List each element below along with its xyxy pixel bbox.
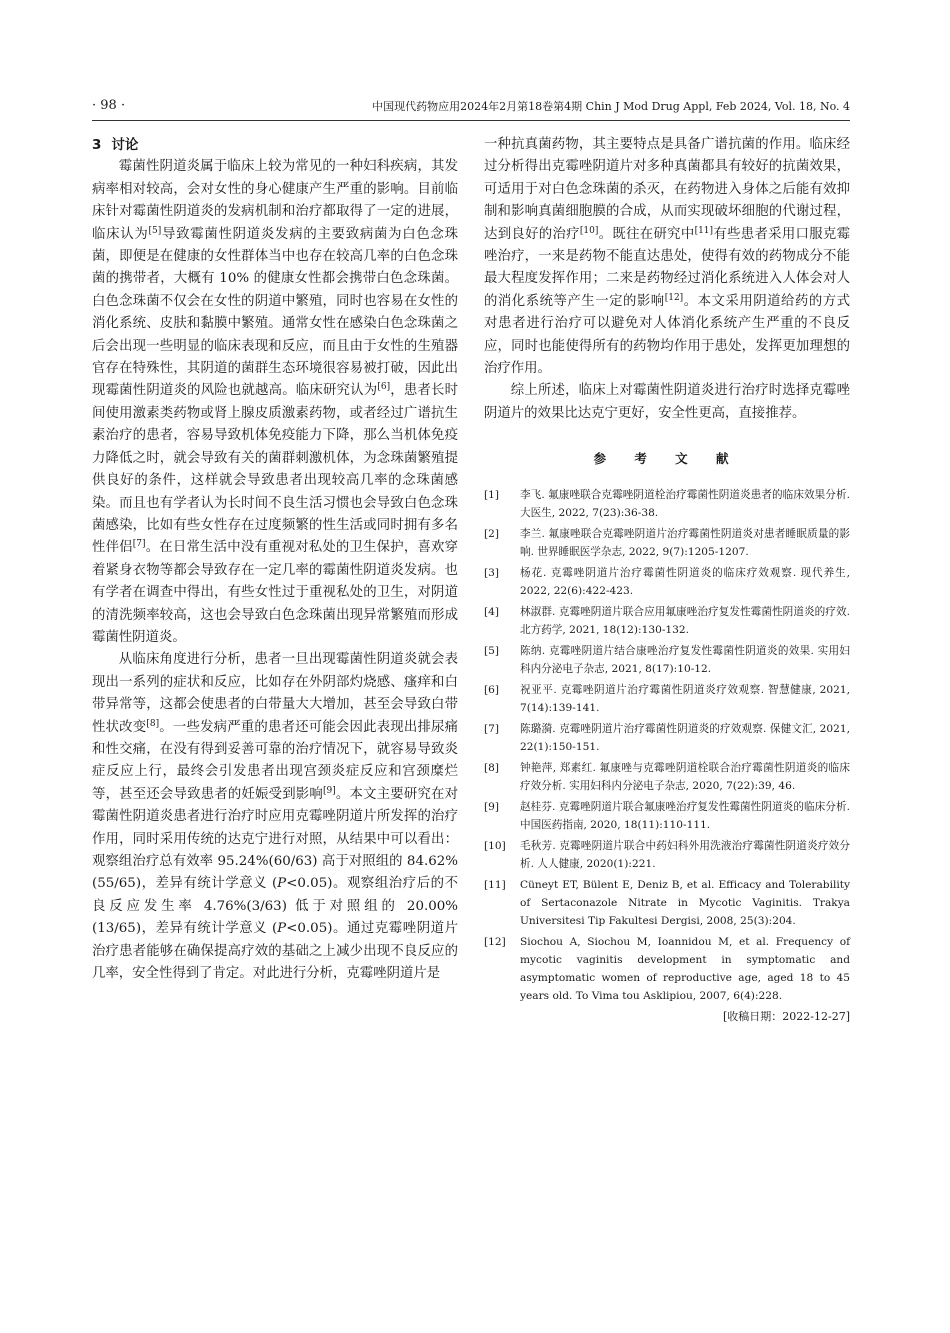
citation: [7]	[132, 539, 146, 550]
reference-text: 毛秋芳. 克霉唑阴道片联合中药妇科外用洗液治疗霉菌性阴道炎疗效分析. 人人健康, 2020(1):221.	[520, 840, 850, 871]
reference-number: [2]	[484, 528, 500, 541]
reference-text: 杨花. 克霉唑阴道片治疗霉菌性阴道炎的临床疗效观察. 现代养生, 2022, 22(6):422-423.	[520, 567, 850, 598]
reference-text: Siochou A, Siochou M, Ioannidou M, et al. Frequency of mycotic vaginitis development in symptomatic and asymptomatic women of reproductive age, aged 18 to 45 years old. To Vima tou Asklipiou, 2007, 6(4):228.	[520, 936, 850, 1003]
text-run: 一种抗真菌药物，其主要特点是具备广谱抗菌的作用。临床经过分析得出克霉唑阴道片对多种真菌都具有较好的抗菌效果，可适用于对白色念珠菌的杀灭，在药物进入身体之后能有效抑制和影响真菌细胞膜的合成，从而实现破坏细胞的代谢过程，达到良好的治疗	[484, 137, 850, 242]
text-run: 霉菌性阴道炎属于临床上较为常见的一种妇科疾病，其发病率相对较高，会对女性的身心健康产生严重的影响。目前临床针对霉菌性阴道炎的发病机制和治疗都取得了一定的进展，临床认为	[92, 159, 458, 242]
reference-text: 钟艳萍, 郑素红. 氟康唑与克霉唑阴道栓联合治疗霉菌性阴道炎的临床疗效分析. 实用妇科内分泌电子杂志, 2020, 7(22):39, 46.	[520, 762, 850, 793]
section-heading	[92, 134, 458, 156]
reference-number: [10]	[484, 840, 506, 853]
reference-number: [5]	[484, 645, 500, 658]
reference-number: [6]	[484, 684, 500, 697]
text-run: ，患者长时间使用激素类药物或肾上腺皮质激素药物，或者经过广谱抗生素治疗的患者，容易导致机体免疫能力下降，那么当机体免疫力降低之时，就会导致有关的菌群刺激机体，为念珠菌繁殖提供良好的条件，这样就会导致患者出现较高几率的念珠菌感染。而且也有学者认为长时间不良生活习惯也会导致白色念珠菌感染，比如有些女性存在过度频繁的性生活或同时拥有多名性伴侣	[92, 383, 459, 556]
page-header	[92, 98, 850, 116]
citation: [8]	[146, 718, 160, 729]
text-run: 导致霉菌性阴道炎发病的主要致病菌为白色念珠菌，即便是在健康的女性群体当中也存在较高几率的白色念珠菌的携带者，大概有 10% 的健康女性都会携带白色念珠菌。白色念珠菌不仅会在女性的阴道中繁殖，同时也容易在女性的消化系统、皮肤和黏膜中繁殖。通常女性在感染白色念珠菌之后会出现一些明显的临床表现和反应，而且由于女性的生殖器官存在特殊性，其阴道的菌群生态环境很容易被打破，因此出现霉菌性阴道炎的风险也就越高。临床研究认为	[92, 226, 459, 399]
reference-number: [3]	[484, 567, 500, 580]
paragraph-2	[92, 649, 458, 985]
reference-number: [12]	[484, 936, 506, 949]
citation: [5]	[148, 225, 162, 236]
text-run: 有些患者采用口服克霉唑治疗，一来是药物不能直达患处，使得有效的药物成分不能最大程度发挥作用；二来是药物经过消化系统进入人体会对人的消化系统等产生一定的影响	[484, 226, 851, 309]
reference-item	[484, 720, 850, 756]
reference-text: 陈纳. 克霉唑阴道片结合康唑治疗复发性霉菌性阴道炎的效果. 实用妇科内分泌电子杂志, 2021, 8(17):10-12.	[520, 645, 850, 676]
reference-item	[484, 681, 850, 717]
reference-text: 赵桂芬. 克霉唑阴道片联合氟康唑治疗复发性霉菌性阴道炎的临床分析. 中国医药指南, 2020, 18(11):110-111.	[520, 801, 850, 832]
citation: [9]	[322, 785, 336, 796]
text-run: 。一些发病严重的患者还可能会因此表现出排尿痛和性交痛，在没有得到妥善可靠的治疗情况下，就容易导致炎症反应上行，最终会引发患者出现宫颈炎症反应和宫颈糜烂等，甚至还会导致患者的妊娠受到影响	[92, 719, 459, 802]
left-column	[92, 134, 458, 985]
text-run: 。既往在研究中	[598, 226, 695, 242]
citation: [6]	[377, 382, 391, 393]
text-run: 。本文采用阴道给药的方式对患者进行治疗可以避免对人体消化系统产生严重的不良反应，同时也能使得所有的药物均作用于患处，发挥更加理想的治疗作用。	[484, 293, 851, 377]
section-title: 讨论	[111, 137, 139, 153]
reference-item	[484, 525, 850, 561]
reference-item	[484, 642, 850, 678]
citation: [10]	[579, 225, 599, 236]
page-number: · 98 ·	[92, 98, 126, 113]
text-run: 从临床角度进行分析，患者一旦出现霉菌性阴道炎就会表现出一系列的症状和反应，比如存在外阴部灼烧感、瘙痒和白带异常等，这都会使患者的白带量大大增加，甚至会导致白带性状改变	[92, 652, 458, 735]
citation: [11]	[694, 225, 714, 236]
received-date: [收稿日期：2022-12-27]	[722, 1010, 850, 1024]
reference-item	[484, 486, 850, 522]
reference-list	[484, 486, 850, 1005]
reference-text: 林淑群. 克霉唑阴道片联合应用氟康唑治疗复发性霉菌性阴道炎的疗效. 北方药学, 2021, 18(12):130-132.	[520, 606, 850, 637]
reference-text: 陈璐漪. 克霉唑阴道片治疗霉菌性阴道炎的疗效观察. 保健文汇, 2021, 22(1):150-151.	[520, 723, 850, 754]
reference-number: [9]	[484, 801, 500, 814]
section-number: 3	[92, 137, 102, 153]
reference-text: Cüneyt ET, Bülent E, Deniz B, et al. Efficacy and Tolerability of Sertaconazole Nitrate in Mycotic Vaginitis. Trakya Universitesi Tip Fakultesi Dergisi, 2008, 25(3):204.	[520, 879, 850, 928]
reference-item	[484, 759, 850, 795]
reference-number: [1]	[484, 489, 500, 502]
reference-item	[484, 933, 850, 1005]
p-value-symbol: P	[277, 921, 287, 937]
reference-text: 祝亚平. 克霉唑阴道片治疗霉菌性阴道炎疗效观察. 智慧健康, 2021, 7(14):139-141.	[520, 684, 850, 715]
text-run: 。本文主要研究在对霉菌性阴道炎患者进行治疗时应用克霉唑阴道片所发挥的治疗作用，同时采用传统的达克宁进行对照，从结果中可以看出：观察组治疗总有效率 95.24%(60/63) 高于对照组的 84.62%(55/65)，差异有统计学意义 (	[92, 786, 459, 892]
reference-item	[484, 564, 850, 600]
reference-number: [4]	[484, 606, 500, 619]
reference-text: 李飞. 氟康唑联合克霉唑阴道栓治疗霉菌性阴道炎患者的临床效果分析. 大医生, 2022, 7(23):36-38.	[520, 489, 850, 520]
header-rule	[92, 120, 850, 121]
reference-number: [7]	[484, 723, 500, 736]
reference-item	[484, 837, 850, 873]
reference-item	[484, 603, 850, 639]
reference-text: 李兰. 氟康唑联合克霉唑阴道片治疗霉菌性阴道炎对患者睡眠质量的影响. 世界睡眠医学杂志, 2022, 9(7):1205-1207.	[520, 528, 850, 559]
text-run: 。在日常生活中没有重视对私处的卫生保护，喜欢穿着紧身衣物等都会导致存在一定几率的霉菌性阴道炎发病。也有学者在调查中得出，有些女性过于重视私处的卫生，对阴道的清洗频率较高，这也会导致白色念珠菌出现异常繁殖而形成霉菌性阴道炎。	[92, 540, 459, 645]
right-column	[484, 134, 850, 1026]
reference-item	[484, 876, 850, 930]
text-run: <0.05)。通过克霉唑阴道片治疗患者能够在确保提高疗效的基础之上减少出现不良反应的几率，安全性得到了肯定。对此进行分析，克霉唑阴道片是	[92, 921, 458, 982]
reference-number: [11]	[484, 879, 506, 892]
p-value-symbol: P	[277, 876, 287, 892]
references-title: 参 考 文 献	[593, 451, 741, 467]
running-title: 中国现代药物应用2024年2月第18卷第4期 Chin J Mod Drug Appl, Feb 2024, Vol. 18, No. 4	[372, 100, 850, 113]
paragraph-3	[484, 134, 850, 380]
paragraph-1	[92, 156, 458, 649]
paragraph-4: 综上所述，临床上对霉菌性阴道炎进行治疗时选择克霉唑阴道片的效果比达克宁更好，安全性更高，直接推荐。	[484, 383, 850, 421]
citation: [12]	[664, 292, 684, 303]
reference-item	[484, 798, 850, 834]
text-run: <0.05)。观察组治疗后的不良反应发生率 4.76%(3/63) 低于对照组的 20.00%(13/65)，差异有统计学意义 (	[92, 876, 458, 937]
reference-number: [8]	[484, 762, 500, 775]
